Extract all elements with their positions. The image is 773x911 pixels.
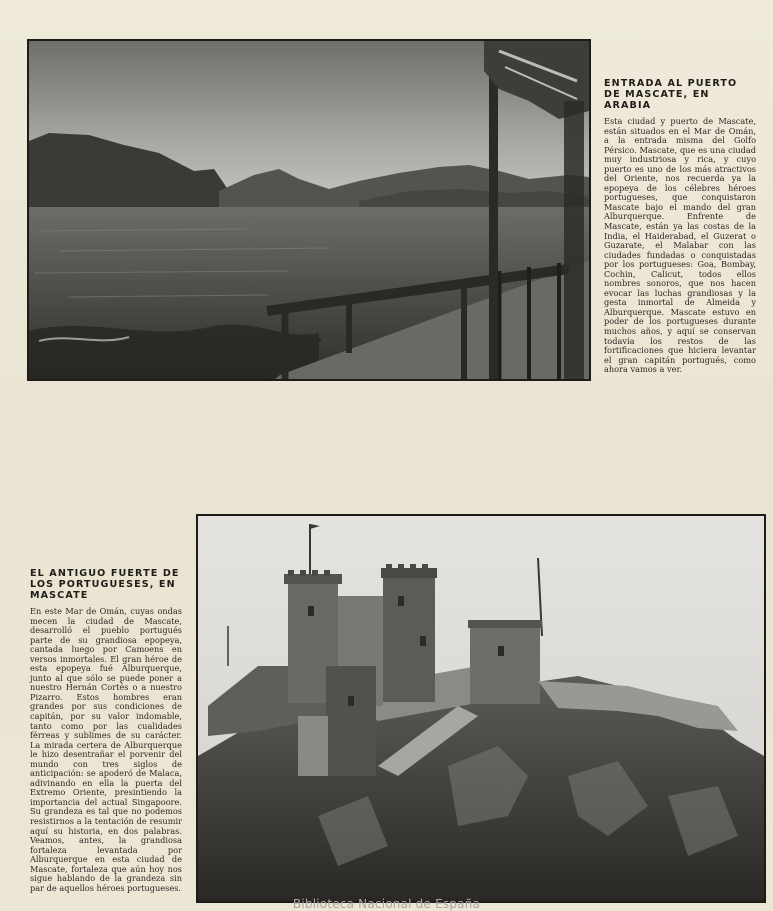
portuguese-fort-image: [198, 516, 764, 901]
harbor-entrance-image: [29, 41, 589, 379]
portuguese-fort-photo: [196, 514, 766, 903]
article-headline: EL ANTIGUO FUERTE DE LOS PORTUGUESES, EN MASCATE: [30, 568, 180, 601]
article-portuguese-fort: [30, 568, 182, 893]
article-headline: ENTRADA AL PUERTO DE MASCATE, EN ARABIA: [604, 78, 738, 111]
article-harbor-entrance: [604, 78, 756, 375]
harbor-entrance-photo: [27, 39, 591, 381]
library-credit: Biblioteca Nacional de España: [292, 897, 481, 911]
article-body: Esta ciudad y puerto de Mascate, están situados en el Mar de Omán, a la entrada misma del Golfo Pérsico. Mascate, que es una ciudad muy industriosa y rica, y cuyo puerto es uno de los más atractivos del Oriente, nos recuerda ya la epopeya de los célebres héroes portugueses, que conquistaron Mascate bajo el mando del gran Alburquerque. Enfrente de Mascate, están ya las costas de la India, el Haiderabad, el Guzerat o Guzarate, el Malabar con las ciudades fundadas o conquistadas por los portugueses: Goa, Bombay, Cochin, Calicut, todos ellos nombres sonoros, que nos hacen evocar las luchas grandiosas y la gesta inmortal de Almeida y Alburquerque. Mascate estuvo en poder de los portugueses durante muchos años, y aquí se conservan todavía los restos de las fortificaciones que hiciera levantar el gran capitán portugués, como ahora vamos a ver.: [604, 116, 756, 375]
article-body: En este Mar de Omán, cuyas ondas mecen la ciudad de Mascate, desarrolló el pueblo portugués parte de su grandiosa epopeya, cantada luego por Camoens en versos inmortales. El gran héroe de esta epopeya fué Alburquerque, junto al que sólo se puede poner a nuestro Hernán Cortés o a nuestro Pizarro. Estos hombres eran grandes por sus condiciones de capitán, por su valor indomable, tanto como por las cualidades férreas y sublimes de su carácter. La mirada certera de Alburquerque le hizo desentrañar el porvenir del mundo con tres siglos de anticipación: se apoderó de Malaca, adivinando en ella la puerta del Extremo Oriente, presintiendo la importancia del actual Singapoore. Su grandeza es tal que no podemos resistirnos a la tentación de resumir aquí su historia, en dos palabras. Veamos, antes, la grandiosa fortaleza levantada por Alburquerque en esta ciudad de Mascate, fortaleza que aún hoy nos sigue hablando de la grandeza sin par de aquellos héroes portugueses.: [30, 606, 182, 893]
